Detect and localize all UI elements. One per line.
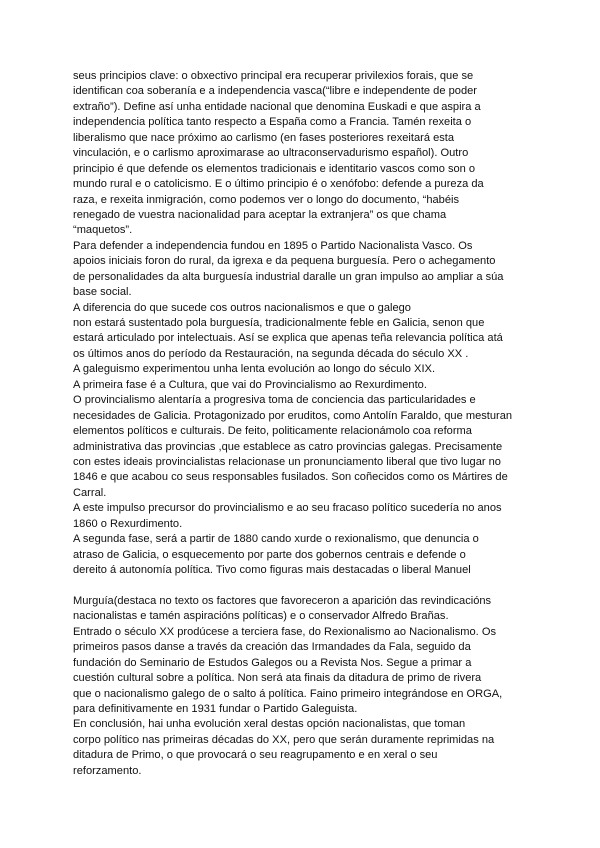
text-line: Entrado o século XX prodúcese a terciera fase, do Rexionalismo ao Nacionalismo. Os — [73, 625, 497, 638]
text-line: de personalidades da alta burguesía industrial daralle un gran impulso ao ampliar a súa — [73, 270, 504, 283]
text-line: principio é que defende os elementos tradicionais e identitario vascos como son o — [73, 162, 476, 175]
text-line: os últimos anos do período da Restauración, na segunda década do século XX . — [73, 347, 469, 360]
text-line: Para defender a independencia fundou en 1895 o Partido Nacionalista Vasco. Os — [73, 239, 473, 252]
text-line: identifican coa soberanía e a independencia vasca(“libre e independente de poder — [73, 85, 477, 98]
text-line: non estará sustentado pola burguesía, tradicionalmente feble en Galicia, senon que — [73, 317, 485, 329]
text-line: A segunda fase, será a partir de 1880 cando xurde o rexionalismo, que denuncia o — [73, 533, 479, 546]
text-line: que o nacionalismo galego de o salto á política. Faino primeiro integrándose en ORGA, — [73, 687, 503, 700]
text-line: dereito á autonomía política. Tivo como figuras mais destacadas o liberal Manuel — [73, 564, 471, 576]
text-line: base social. — [73, 286, 132, 299]
text-line: nacionalistas e tamén aspiracións políticas) e o conservador Alfredo Brañas. — [73, 610, 449, 623]
text-line: mundo rural e o catolicismo. E o último principio é o xenófobo: defende a pureza da — [73, 178, 484, 191]
text-line: A este impulso precursor do provincialismo e ao seu fracaso político sucedería no anos — [73, 502, 502, 515]
text-line: primeiros pasos danse a través da creación das Irmandades da Fala, seguido da — [73, 641, 471, 654]
blank-line — [73, 578, 543, 593]
text-line: A diferencia do que sucede cos outros nacionalismos e que o galego — [73, 301, 411, 314]
text-line: Carral. — [73, 486, 107, 499]
text-line: 1860 o Rexurdimento. — [73, 517, 183, 530]
text-line: ditadura de Primo, o que provocará o seu reagrupamento e en xeral o seu — [73, 749, 438, 762]
text-line: con estes ideais provincialistas relacionase un pronunciamento liberal que tivo lugar no — [73, 455, 501, 468]
text-line: administrativa das provincias ,que establece as catro provincias galegas. Precisamente — [73, 440, 503, 453]
text-line: 1846 e que acabou co seus responsables fusilados. Son coñecidos como os Mártires de — [73, 471, 508, 484]
text-line: vinculación, e o carlismo aproximarase ao ultraconservadurismo español). Outro — [73, 147, 469, 160]
text-line: O provincialismo alentaría a progresiva toma de conciencia das particularidades e — [73, 394, 476, 407]
text-line: Murguía(destaca no texto os factores que favoreceron a aparición das revindicacións — [73, 594, 492, 607]
text-line: necesidades de Galicia. Protagonizado por eruditos, como Antolín Faraldo, que mesturan — [73, 409, 513, 422]
text-line: liberalismo que nace próximo ao carlismo (en fases posteriores rexeitará esta — [73, 131, 455, 144]
text-line: “maquetos”. — [73, 224, 133, 237]
text-line: seus principios clave: o obxectivo principal era recuperar privilexios forais, que se — [73, 70, 474, 82]
text-line: extraño”). Define así unha entidade nacional que denomina Euskadi e que aspira a — [73, 100, 481, 113]
text-line: A galeguismo experimentou unha lenta evolución ao longo do século XIX. — [73, 363, 436, 376]
text-line: En conclusión, hai unha evolución xeral destas opción nacionalistas, que toman — [73, 718, 466, 731]
text-line: renegado de vuestra nacionalidad para aceptar la extranjera” os que chama — [73, 208, 447, 221]
text-line: cuestión cultural sobre a política. Non será ata finais da ditadura de primo de rivera — [73, 672, 482, 685]
document-body — [73, 69, 543, 779]
text-line: raza, e rexeita inmigración, como podemos ver o longo do documento, “habéis — [73, 193, 460, 206]
text-line: estará articulado por intelectuais. Así se explica que apenas teña relevancia política atá — [73, 332, 503, 345]
text-line: independencia política tanto respecto a España como a Francia. Tamén rexeita o — [73, 116, 472, 129]
text-line: elementos políticos e culturais. De feito, politicamente relacionámolo coa reforma — [73, 425, 472, 438]
text-line: atraso de Galicia, o esquecemento por parte dos gobernos centrais e defende o — [73, 548, 466, 561]
text-line: reforzamento. — [73, 764, 142, 777]
text-line: A primeira fase é a Cultura, que vai do Provincialismo ao Rexurdimento. — [73, 378, 427, 391]
text-line: corpo político nas primeiras décadas do XX, pero que serán duramente reprimidas na — [73, 733, 495, 746]
text-line: para definitivamente en 1931 fundar o Partido Galeguista. — [73, 702, 358, 715]
text-line: fundación do Seminario de Estudos Galegos ou a Revista Nos. Segue a primar a — [73, 656, 472, 669]
text-line: apoios iniciais foron do rural, da igrexa e da pequena burguesía. Pero o achegamento — [73, 255, 496, 268]
